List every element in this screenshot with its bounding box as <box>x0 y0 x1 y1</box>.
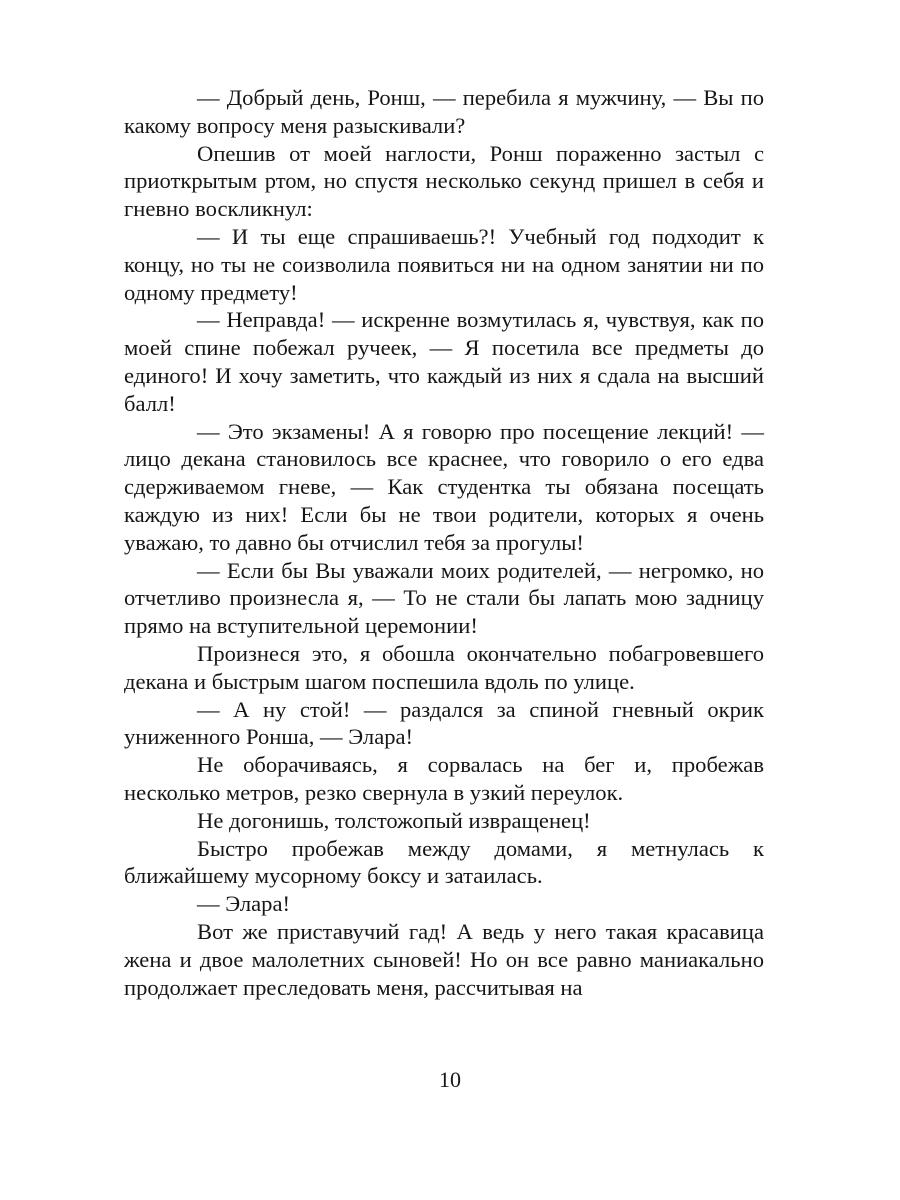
paragraph: — А ну стой! — раздался за спиной гневный окрик униженного Ронша, — Элара! <box>124 696 764 750</box>
paragraph: — Если бы Вы уважали моих родителей, — негромко, но отчетливо произнесла я, — То не стали бы лапать мою задницу прямо на вступительной церемонии! <box>124 557 764 639</box>
paragraph: — И ты еще спрашиваешь?! Учебный год подходит к концу, но ты не соизволила появиться ни на одном занятии ни по одному предмету! <box>124 223 764 305</box>
paragraph: — Это экзамены! А я говорю про посещение лекций! — лицо декана становилось все краснее, что говорило о его едва сдерживаемом гневе, — Как студентка ты обязана посещать каждую из них! Если бы не твои родители, которых я очень уважаю, то давно бы отчислил тебя за прогулы! <box>124 418 764 555</box>
page-body <box>124 84 764 1001</box>
paragraph: — Добрый день, Ронш, — перебила я мужчину, — Вы по какому вопросу меня разыскивали? <box>124 85 764 138</box>
paragraph: — Элара! <box>197 891 291 917</box>
paragraph: Опешив от моей наглости, Ронш пораженно застыл с приоткрытым ртом, но спустя несколько секунд пришел в себя и гневно воскликнул: <box>124 140 764 222</box>
paragraph: — Неправда! — искренне возмутилась я, чувствуя, как по моей спине побежал ручеек, — Я посетила все предметы до единого! И хочу заметить, что каждый из них я сдала на высший балл! <box>124 307 764 416</box>
paragraph: Не оборачиваясь, я сорвалась на бег и, пробежав несколько метров, резко свернула в узкий переулок. <box>124 752 764 805</box>
paragraph: Вот же приставучий гад! А ведь у него такая красавица жена и двое малолетних сыновей! Но он все равно маниакально продолжает преследовать меня, рассчитывая на <box>124 918 764 1000</box>
page-number: 10 <box>439 1067 461 1092</box>
paragraph: Быстро пробежав между домами, я метнулась к ближайшему мусорному боксу и затаилась. <box>124 835 764 889</box>
paragraph: Произнеся это, я обошла окончательно побагровевшего декана и быстрым шагом поспешила вдоль по улице. <box>124 640 764 694</box>
paragraph: Не догонишь, толстожопый извращенец! <box>197 807 591 833</box>
